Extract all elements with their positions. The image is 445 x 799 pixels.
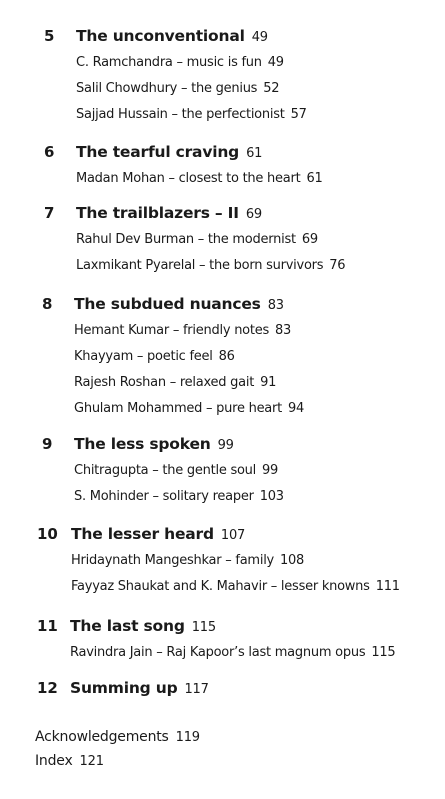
entry-title: Khayyam – poetic feel <box>74 349 213 364</box>
chapter-block <box>0 520 445 600</box>
entry-page-number: 91 <box>260 375 277 390</box>
chapter-title <box>76 138 262 168</box>
chapter-number: 10 <box>37 525 58 543</box>
chapter-heading[interactable] <box>0 520 445 548</box>
toc-entry[interactable] <box>0 318 445 344</box>
chapter-title-text: The less spoken <box>74 435 211 453</box>
entry-page-number: 76 <box>329 258 346 273</box>
entry-title: Hridaynath Mangeshkar – family <box>71 553 275 568</box>
chapter-title <box>76 199 262 229</box>
chapter-heading[interactable] <box>0 290 445 318</box>
chapter-title-text: The unconventional <box>76 27 245 45</box>
chapter-title <box>76 22 268 52</box>
chapter-heading[interactable] <box>0 199 445 227</box>
entry-page-number: 108 <box>280 553 305 568</box>
chapter-title-text: The tearful craving <box>76 143 240 161</box>
chapter-title-text: The subdued nuances <box>74 295 261 313</box>
entry-page-number: 57 <box>290 107 307 122</box>
toc-entry[interactable] <box>0 640 445 666</box>
chapter-page-number: 49 <box>251 30 268 45</box>
entry-title: Salil Chowdhury – the genius <box>76 81 258 96</box>
toc-entry[interactable] <box>0 370 445 396</box>
toc-entry[interactable] <box>0 574 445 600</box>
back-matter-page-number: 121 <box>79 754 104 769</box>
chapter-title <box>74 430 234 460</box>
chapter-title <box>70 612 216 642</box>
entry-title: Laxmikant Pyarelal – the born survivors <box>76 258 324 273</box>
chapter-number: 7 <box>44 204 55 222</box>
chapter-number: 12 <box>37 679 58 697</box>
toc-entry[interactable] <box>0 253 445 279</box>
chapter-heading[interactable] <box>0 22 445 50</box>
entry-page-number: 49 <box>267 55 284 70</box>
chapter-block <box>0 199 445 279</box>
chapter-title <box>71 520 245 550</box>
chapter-page-number: 117 <box>184 682 209 697</box>
toc-entry[interactable] <box>0 102 445 128</box>
entry-page-number: 52 <box>263 81 280 96</box>
toc-entry[interactable] <box>0 548 445 574</box>
chapter-block <box>0 612 445 666</box>
chapter-block <box>0 674 445 702</box>
toc-entry[interactable] <box>0 166 445 192</box>
chapter-title-text: Summing up <box>70 679 178 697</box>
back-matter-entry[interactable] <box>35 725 200 750</box>
toc-entry[interactable] <box>0 458 445 484</box>
entry-page-number: 61 <box>306 171 323 186</box>
chapter-number: 8 <box>42 295 53 313</box>
chapter-title <box>70 674 209 704</box>
chapter-number: 5 <box>44 27 55 45</box>
back-matter-entry[interactable] <box>35 749 104 774</box>
chapter-block <box>0 138 445 192</box>
toc-entry[interactable] <box>0 344 445 370</box>
entry-page-number: 99 <box>262 463 279 478</box>
chapter-title-text: The lesser heard <box>71 525 214 543</box>
chapter-page-number: 115 <box>191 620 216 635</box>
chapter-title-text: The trailblazers – II <box>76 204 239 222</box>
chapter-page-number: 61 <box>246 146 263 161</box>
chapter-page-number: 83 <box>267 298 284 313</box>
entry-title: Ravindra Jain – Raj Kapoor’s last magnum opus <box>70 645 366 660</box>
toc-entry[interactable] <box>0 484 445 510</box>
entry-page-number: 69 <box>301 232 318 247</box>
chapter-heading[interactable] <box>0 430 445 458</box>
back-matter-title: Index <box>35 753 73 769</box>
chapter-block <box>0 290 445 422</box>
chapter-title <box>74 290 284 320</box>
chapter-block <box>0 430 445 510</box>
toc-entry[interactable] <box>0 227 445 253</box>
entry-title: Rahul Dev Burman – the modernist <box>76 232 296 247</box>
entry-title: Hemant Kumar – friendly notes <box>74 323 269 338</box>
chapter-heading[interactable] <box>0 674 445 702</box>
entry-title: Chitragupta – the gentle soul <box>74 463 257 478</box>
entry-page-number: 94 <box>287 401 305 416</box>
entry-page-number: 115 <box>371 645 396 660</box>
back-matter-title: Acknowledgements <box>35 729 169 745</box>
back-matter-page-number: 119 <box>175 730 200 745</box>
chapter-number: 11 <box>37 617 58 635</box>
entry-page-number: 111 <box>375 579 400 594</box>
entry-title: Fayyaz Shaukat and K. Mahavir – lesser knowns <box>71 579 370 594</box>
chapter-heading[interactable] <box>0 612 445 640</box>
chapter-number: 9 <box>42 435 53 453</box>
entry-title: Sajjad Hussain – the perfectionist <box>76 107 285 122</box>
entry-page-number: 83 <box>275 323 292 338</box>
chapter-heading[interactable] <box>0 138 445 166</box>
entry-title: C. Ramchandra – music is fun <box>76 55 262 70</box>
chapter-block <box>0 22 445 128</box>
chapter-page-number: 69 <box>245 207 262 222</box>
entry-title: Rajesh Roshan – relaxed gait <box>74 375 255 390</box>
entry-title: S. Mohinder – solitary reaper <box>74 489 254 504</box>
toc-entry[interactable] <box>0 50 445 76</box>
chapter-page-number: 107 <box>220 528 246 543</box>
chapter-title-text: The last song <box>70 617 185 635</box>
entry-title: Ghulam Mohammed – pure heart <box>74 401 282 416</box>
chapter-page-number: 99 <box>217 438 234 453</box>
entry-title: Madan Mohan – closest to the heart <box>76 171 301 186</box>
toc-entry[interactable] <box>0 396 445 422</box>
entry-page-number: 103 <box>259 489 284 504</box>
toc-entry[interactable] <box>0 76 445 102</box>
entry-page-number: 86 <box>218 349 235 364</box>
chapter-number: 6 <box>44 143 55 161</box>
